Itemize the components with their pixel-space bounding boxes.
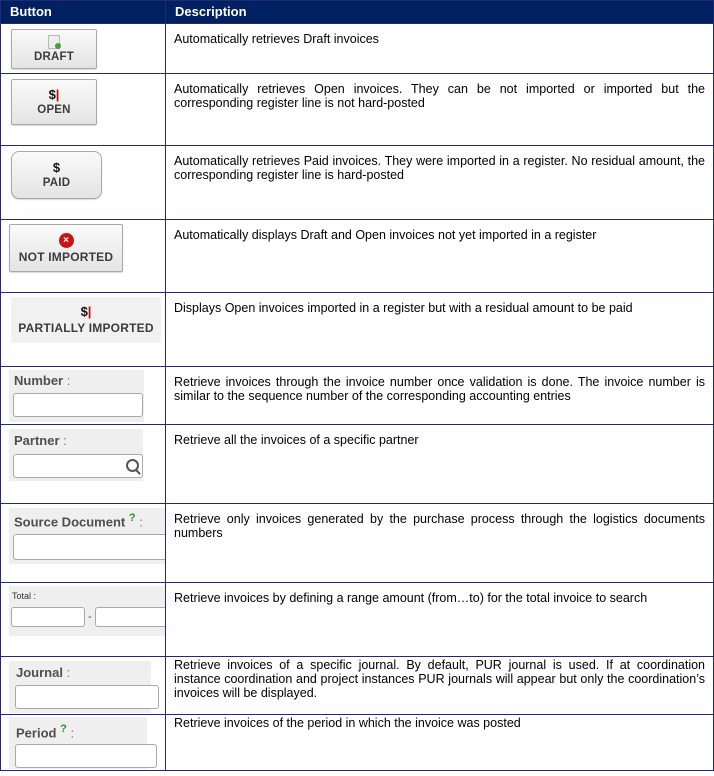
close-circle-icon: ×	[59, 233, 74, 248]
open-button[interactable]	[11, 79, 97, 125]
column-header-description: Description	[166, 1, 714, 24]
description-cell: Retrieve invoices by defining a range amount (from…to) for the total invoice to search	[166, 583, 714, 657]
button-cell	[1, 146, 166, 220]
table-row	[1, 583, 714, 657]
table-row	[1, 293, 714, 367]
total-label: Total :	[12, 591, 37, 601]
partner-label: Partner :	[14, 433, 67, 448]
paid-button-label: PAID	[42, 177, 71, 189]
not-imported-button-label: NOT IMPORTED	[18, 249, 114, 264]
total-to-input[interactable]	[95, 607, 166, 627]
total-from-input[interactable]	[11, 607, 85, 627]
table-row	[1, 146, 714, 220]
description-cell: Retrieve all the invoices of a specific partner	[166, 425, 714, 504]
draft-button-label: DRAFT	[34, 51, 74, 63]
table-row	[1, 657, 714, 715]
button-cell	[1, 24, 166, 74]
button-cell	[1, 504, 166, 583]
table-row	[1, 74, 714, 146]
table-row	[1, 504, 714, 583]
description-cell: Retrieve only invoices generated by the purchase process through the logistics documents numbers	[166, 504, 714, 583]
description-cell: Automatically retrieves Draft invoices	[166, 24, 714, 74]
help-icon[interactable]: ?	[60, 723, 67, 735]
search-icon[interactable]	[126, 459, 139, 472]
paid-button[interactable]	[11, 151, 102, 199]
button-cell	[1, 715, 166, 771]
period-label: Period ? :	[16, 723, 75, 741]
description-cell: Retrieve invoices through the invoice number once validation is done. The invoice number is similar to the sequence number of the corresponding accounting entries	[166, 367, 714, 425]
dollar-icon: $|	[80, 304, 92, 319]
button-cell	[1, 220, 166, 293]
period-input[interactable]	[15, 744, 157, 768]
journal-label: Journal :	[16, 665, 71, 680]
table-header-row	[1, 1, 714, 24]
column-header-button: Button	[1, 1, 166, 24]
not-imported-button[interactable]	[9, 224, 123, 272]
table-row	[1, 425, 714, 504]
help-icon[interactable]: ?	[128, 512, 136, 524]
partially-imported-button-label: PARTIALLY IMPORTED	[18, 321, 154, 335]
description-cell: Displays Open invoices imported in a register but with a residual amount to be paid	[166, 293, 714, 367]
number-input[interactable]	[13, 393, 143, 417]
draft-icon	[47, 35, 61, 49]
range-separator: -	[88, 611, 92, 623]
source-document-label: Source Document ? :	[14, 512, 143, 530]
dollar-icon: $|	[48, 87, 60, 102]
button-cell	[1, 367, 166, 425]
number-label: Number :	[14, 373, 71, 388]
description-cell: Automatically retrieves Paid invoices. They were imported in a register. No residual amount, the corresponding register line is hard-posted	[166, 146, 714, 220]
partner-input[interactable]	[13, 454, 143, 478]
table-row	[1, 367, 714, 425]
button-cell	[1, 657, 166, 715]
dollar-icon: $	[52, 160, 61, 175]
button-cell	[1, 583, 166, 657]
description-cell: Automatically retrieves Open invoices. They can be not imported or imported but the corresponding register line is not hard-posted	[166, 74, 714, 146]
description-cell: Retrieve invoices of the period in which the invoice was posted	[166, 715, 714, 771]
source-document-input[interactable]	[13, 534, 166, 560]
button-cell	[1, 425, 166, 504]
open-button-label: OPEN	[37, 104, 71, 116]
description-cell: Automatically displays Draft and Open invoices not yet imported in a register	[166, 220, 714, 293]
journal-input[interactable]	[15, 685, 159, 709]
table-row	[1, 220, 714, 293]
description-cell: Retrieve invoices of a specific journal. By default, PUR journal is used. If at coordination instance coordination and project instances PUR journals will appear but only the coordination’s invoices will be displayed.	[166, 657, 714, 715]
partially-imported-button[interactable]	[11, 297, 161, 343]
button-cell	[1, 293, 166, 367]
table-row	[1, 715, 714, 771]
button-cell	[1, 74, 166, 146]
table-row	[1, 24, 714, 74]
draft-button[interactable]	[11, 29, 97, 69]
